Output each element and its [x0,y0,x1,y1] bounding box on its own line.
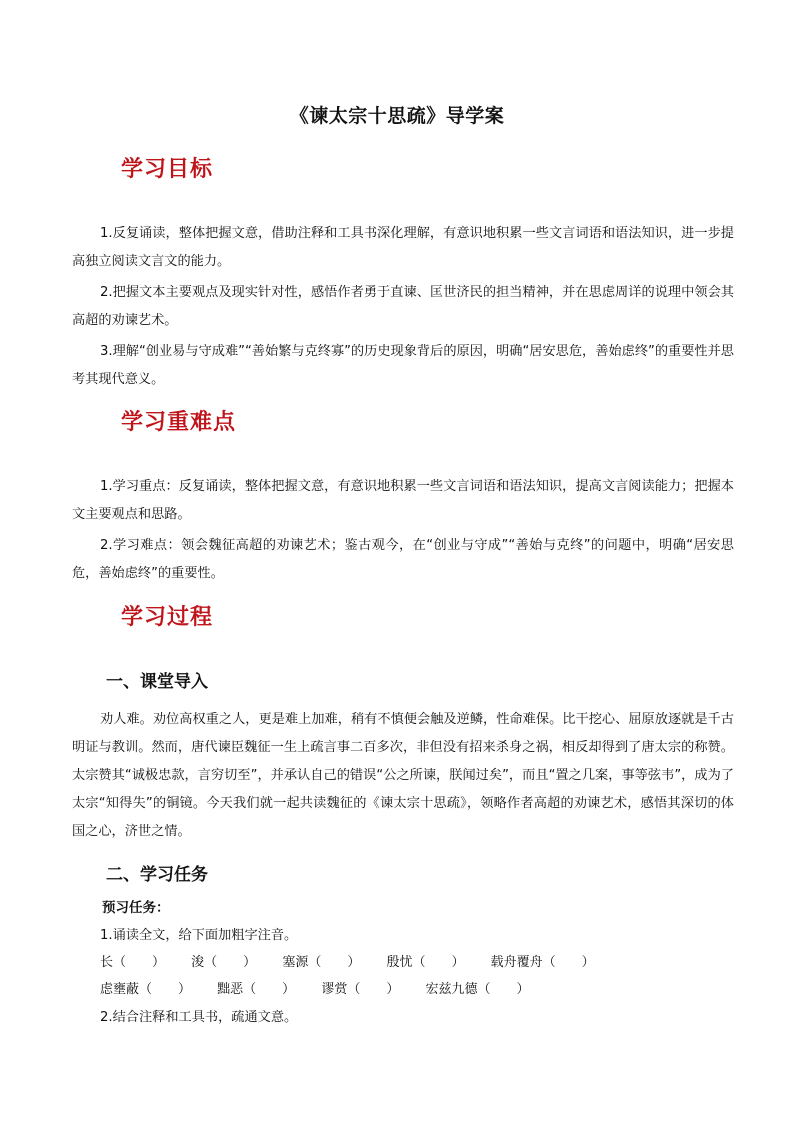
pinyin-row-2 [100,978,551,997]
preview-task-label: 预习任务： [102,900,170,916]
pinyin-word: 载舟覆舟（ ） [490,955,595,970]
section-heading-goals: 学习目标 [121,156,214,182]
pinyin-word: 殷忧（ ） [386,955,465,970]
keypoint-2: 2.学习难点：领会魏征高超的劝谏艺术；鉴古观今，在“创业与守成”“善始与克终”的问题中，明确“居安思危，善始虑终”的重要性。 [72,538,734,581]
pinyin-word: 宏兹九德（ ） [425,982,530,997]
section-heading-keypoints: 学习重难点 [121,409,237,435]
section-heading-process: 学习过程 [121,604,214,630]
goal-2: 2.把握文本主要观点及现实针对性，感悟作者勇于直谏、匡世济民的担当精神，并在思虑周详的说理中领会其高超的劝谏艺术。 [72,285,734,328]
task-item-1: 1.诵读全文，给下面加粗字注音。 [100,928,298,943]
task-heading: 二、学习任务 [106,865,208,885]
intro-paragraph: 劝人难。劝位高权重之人，更是难上加难，稍有不慎便会触及逆鳞，性命难保。比干挖心、屈原放逐就是千古明证与教训。然而，唐代谏臣魏征一生上疏言事二百多次，非但没有招来杀身之祸，相反却得到了唐太宗的称赞。太宗赞其“诚极忠款，言穷切至”，并承认自己的错误“公之所谏，朕闻过矣”，而且“置之几案，事等弦韦”，成为了太宗“知得失”的铜镜。今天我们就一起共读魏征的《谏太宗十思疏》，领略作者高超的劝谏艺术，感悟其深切的体国之心，济世之情。 [72,712,734,839]
pinyin-word: 谬赏（ ） [321,982,400,997]
keypoint-1: 1.学习重点：反复诵读，整体把握文意，有意识地积累一些文言词语和语法知识，提高文言阅读能力；把握本文主要观点和思路。 [72,479,734,522]
goal-1: 1.反复诵读，整体把握文意，借助注释和工具书深化理解，有意识地积累一些文言词语和语法知识，进一步提高独立阅读文言文的能力。 [72,226,734,269]
pinyin-word: 浚（ ） [191,955,257,970]
pinyin-word: 长（ ） [100,955,166,970]
goal-3: 3.理解“创业易与守成难”“善始繁与克终寡”的历史现象背后的原因，明确“居安思危，善始虑终”的重要性并思考其现代意义。 [72,344,734,387]
pinyin-word: 虑壅蔽（ ） [100,982,192,997]
page-title: 《谏太宗十思疏》导学案 [289,105,505,127]
pinyin-row-1 [100,951,617,970]
task-item-2: 2.结合注释和工具书，疏通文意。 [100,1010,298,1025]
intro-heading: 一、课堂导入 [106,672,208,692]
pinyin-word: 黜恶（ ） [217,982,296,997]
pinyin-word: 塞源（ ） [282,955,361,970]
